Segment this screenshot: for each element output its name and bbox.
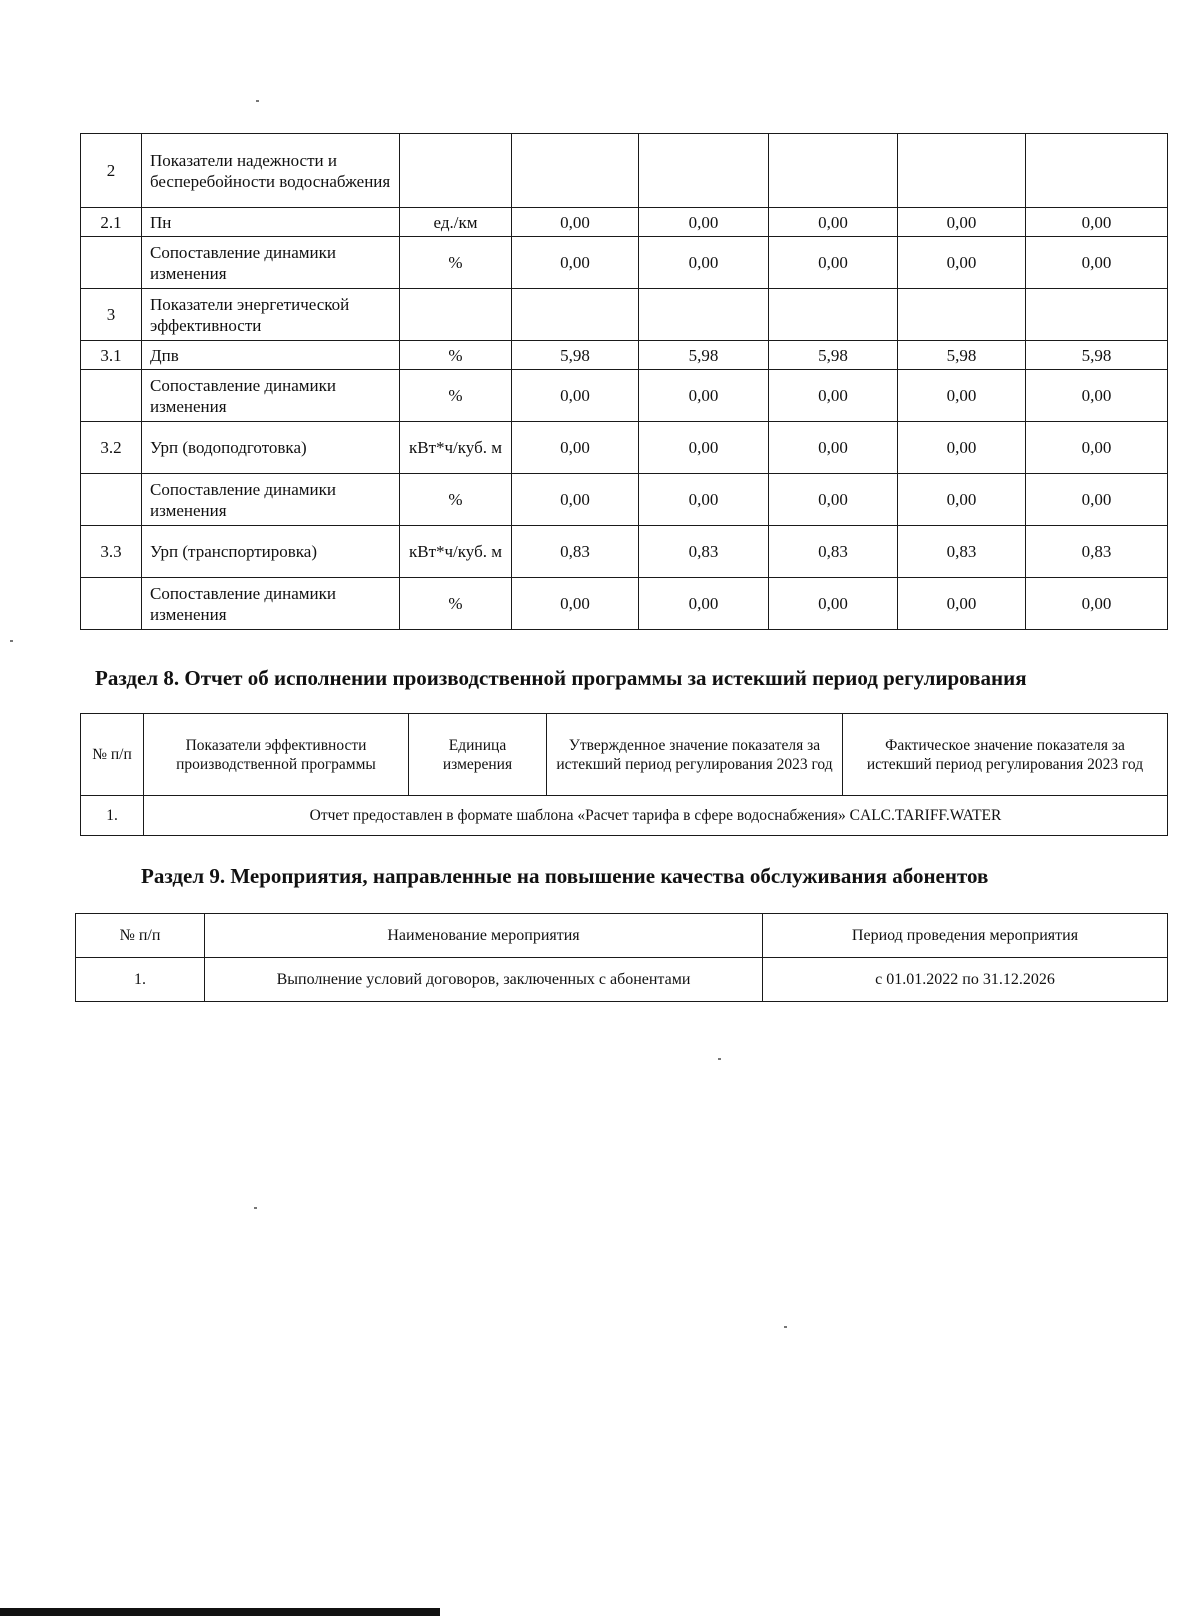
unit-cell: % — [400, 370, 512, 422]
value-cell: 0,00 — [512, 208, 639, 237]
table-header-row — [81, 714, 1168, 796]
table-row — [81, 526, 1168, 578]
scan-speck — [10, 640, 13, 642]
indicator-name: Пн — [142, 208, 400, 237]
row-number — [81, 237, 142, 289]
value-cell: 0,00 — [898, 474, 1026, 526]
value-cell: 0,00 — [769, 370, 898, 422]
report-note: Отчет предоставлен в формате шаблона «Расчет тарифа в сфере водоснабжения» CALC.TARIFF.WATER — [144, 796, 1168, 836]
value-cell: 0,00 — [512, 237, 639, 289]
table-row — [81, 208, 1168, 237]
section-8-table — [80, 713, 1168, 836]
indicator-name: Сопоставление динамики изменения — [142, 578, 400, 630]
activity-period: с 01.01.2022 по 31.12.2026 — [763, 958, 1168, 1002]
value-cell — [769, 289, 898, 341]
column-header: Наименование мероприятия — [205, 914, 763, 958]
value-cell: 5,98 — [769, 341, 898, 370]
table-row — [81, 341, 1168, 370]
row-number: 1. — [76, 958, 205, 1002]
scan-speck — [256, 100, 259, 102]
column-header: Единица измерения — [409, 714, 547, 796]
value-cell — [639, 134, 769, 208]
value-cell: 5,98 — [512, 341, 639, 370]
value-cell: 0,00 — [512, 370, 639, 422]
value-cell: 0,00 — [639, 237, 769, 289]
section-8-table-body — [81, 714, 1168, 836]
table-row — [81, 796, 1168, 836]
value-cell: 0,00 — [898, 422, 1026, 474]
value-cell: 0,00 — [898, 237, 1026, 289]
section-9-table-body — [76, 914, 1168, 1002]
value-cell — [512, 289, 639, 341]
indicator-name: Сопоставление динамики изменения — [142, 474, 400, 526]
column-header: Утвержденное значение показателя за истекший период регулирования 2023 год — [547, 714, 843, 796]
value-cell: 0,00 — [1026, 578, 1168, 630]
value-cell: 0,00 — [769, 237, 898, 289]
unit-cell — [400, 134, 512, 208]
table-row — [76, 958, 1168, 1002]
column-header: Фактическое значение показателя за истекший период регулирования 2023 год — [843, 714, 1168, 796]
indicator-name: Показатели энергетической эффективности — [142, 289, 400, 341]
section-8-title: Раздел 8. Отчет об исполнении производственной программы за истекший период регулирования — [95, 666, 1027, 690]
row-number — [81, 474, 142, 526]
column-header: № п/п — [81, 714, 144, 796]
value-cell: 0,00 — [512, 578, 639, 630]
indicator-name: Урп (водоподготовка) — [142, 422, 400, 474]
scan-speck — [718, 1058, 721, 1060]
value-cell: 5,98 — [898, 341, 1026, 370]
value-cell — [1026, 134, 1168, 208]
row-number: 2.1 — [81, 208, 142, 237]
row-number: 2 — [81, 134, 142, 208]
value-cell: 0,00 — [639, 578, 769, 630]
unit-cell — [400, 289, 512, 341]
value-cell: 0,00 — [512, 422, 639, 474]
scan-speck — [254, 1207, 257, 1209]
scan-speck — [784, 1326, 787, 1328]
unit-cell: кВт*ч/куб. м — [400, 526, 512, 578]
table-row — [81, 578, 1168, 630]
row-number: 3 — [81, 289, 142, 341]
value-cell: 0,00 — [639, 208, 769, 237]
table-row — [81, 289, 1168, 341]
value-cell: 0,00 — [1026, 422, 1168, 474]
value-cell — [1026, 289, 1168, 341]
row-number: 3.1 — [81, 341, 142, 370]
indicator-name: Сопоставление динамики изменения — [142, 237, 400, 289]
unit-cell: ед./км — [400, 208, 512, 237]
row-number — [81, 578, 142, 630]
row-number: 3.3 — [81, 526, 142, 578]
scan-edge-bar — [0, 1608, 440, 1616]
value-cell: 0,00 — [1026, 208, 1168, 237]
section-9-title: Раздел 9. Мероприятия, направленные на повышение качества обслуживания абонентов — [141, 864, 989, 888]
value-cell: 0,00 — [1026, 370, 1168, 422]
table-row — [81, 370, 1168, 422]
unit-cell: % — [400, 237, 512, 289]
value-cell: 0,83 — [769, 526, 898, 578]
value-cell — [512, 134, 639, 208]
value-cell: 0,00 — [769, 208, 898, 237]
value-cell — [639, 289, 769, 341]
value-cell: 0,00 — [769, 578, 898, 630]
value-cell: 0,00 — [639, 422, 769, 474]
activity-name: Выполнение условий договоров, заключенных с абонентами — [205, 958, 763, 1002]
value-cell: 0,83 — [898, 526, 1026, 578]
indicator-name: Урп (транспортировка) — [142, 526, 400, 578]
row-number: 3.2 — [81, 422, 142, 474]
indicators-table — [80, 133, 1168, 630]
table-row — [81, 237, 1168, 289]
value-cell: 0,00 — [512, 474, 639, 526]
value-cell: 0,00 — [1026, 237, 1168, 289]
table-row — [81, 422, 1168, 474]
section-9-table — [75, 913, 1168, 1002]
column-header: Показатели эффективности производственной программы — [144, 714, 409, 796]
unit-cell: % — [400, 578, 512, 630]
value-cell: 0,00 — [639, 370, 769, 422]
value-cell: 0,00 — [898, 578, 1026, 630]
unit-cell: кВт*ч/куб. м — [400, 422, 512, 474]
value-cell — [898, 289, 1026, 341]
value-cell: 0,00 — [639, 474, 769, 526]
column-header: № п/п — [76, 914, 205, 958]
value-cell: 0,00 — [898, 208, 1026, 237]
indicator-name: Показатели надежности и бесперебойности водоснабжения — [142, 134, 400, 208]
value-cell: 0,83 — [1026, 526, 1168, 578]
row-number: 1. — [81, 796, 144, 836]
value-cell: 5,98 — [1026, 341, 1168, 370]
value-cell: 0,00 — [769, 474, 898, 526]
value-cell: 0,00 — [769, 422, 898, 474]
value-cell: 0,83 — [639, 526, 769, 578]
indicator-name: Сопоставление динамики изменения — [142, 370, 400, 422]
value-cell: 5,98 — [639, 341, 769, 370]
table-header-row — [76, 914, 1168, 958]
table-row — [81, 474, 1168, 526]
row-number — [81, 370, 142, 422]
indicator-name: Дпв — [142, 341, 400, 370]
value-cell: 0,00 — [898, 370, 1026, 422]
column-header: Период проведения мероприятия — [763, 914, 1168, 958]
value-cell — [769, 134, 898, 208]
unit-cell: % — [400, 474, 512, 526]
indicators-table-body — [81, 134, 1168, 630]
table-row — [81, 134, 1168, 208]
value-cell — [898, 134, 1026, 208]
value-cell: 0,00 — [1026, 474, 1168, 526]
value-cell: 0,83 — [512, 526, 639, 578]
unit-cell: % — [400, 341, 512, 370]
